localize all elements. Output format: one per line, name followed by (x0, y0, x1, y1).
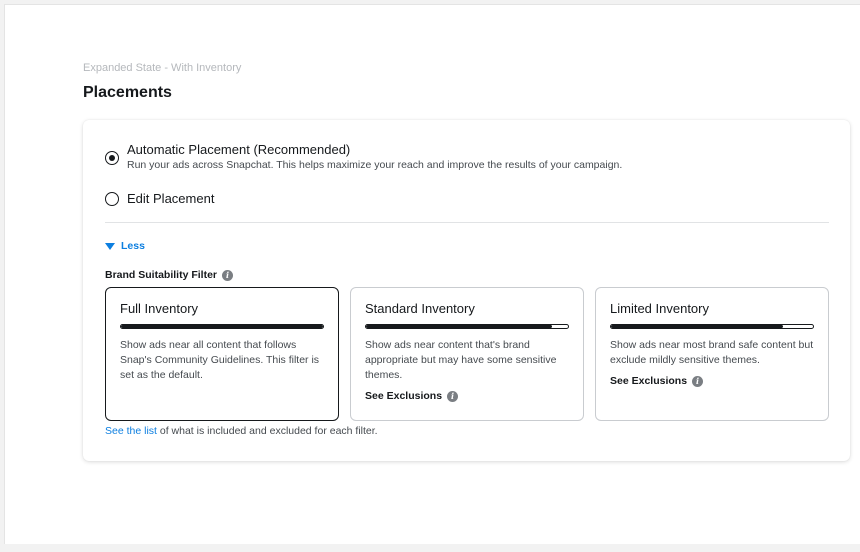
brand-suitability-filter-heading (105, 269, 233, 281)
standard-inventory-description: Show ads near content that's brand appropriate but may have some sensitive themes. (365, 339, 557, 381)
level-bar-fill (366, 325, 552, 328)
brand-suitability-filter-label: Brand Suitability Filter (105, 269, 218, 281)
standard-see-exclusions-link[interactable] (365, 390, 569, 402)
edit-placement-text (127, 191, 214, 206)
standard-inventory-title: Standard Inventory (365, 301, 475, 316)
placements-card (83, 120, 850, 461)
radio-selected-dot (109, 155, 115, 161)
triangle-down-icon (105, 243, 115, 250)
state-caption: Expanded State - With Inventory (83, 62, 242, 74)
full-inventory-option[interactable] (105, 287, 339, 421)
info-icon[interactable]: i (447, 391, 458, 402)
automatic-placement-text (127, 142, 622, 171)
full-inventory-level-bar (120, 324, 324, 329)
see-the-list-link[interactable]: See the list (105, 425, 157, 437)
see-exclusions-label: See Exclusions (610, 375, 688, 387)
limited-see-exclusions-link[interactable] (610, 375, 814, 387)
full-inventory-description: Show ads near all content that follows Snap's Community Guidelines. This filter is set as the default. (120, 339, 320, 381)
limited-inventory-option[interactable] (595, 287, 829, 421)
info-icon[interactable]: i (222, 270, 233, 281)
automatic-placement-radio[interactable] (105, 151, 119, 165)
limited-inventory-title: Limited Inventory (610, 301, 709, 316)
page-frame (4, 4, 860, 544)
info-icon[interactable]: i (692, 376, 703, 387)
less-toggle[interactable] (105, 240, 145, 252)
less-toggle-label: Less (121, 240, 145, 252)
section-title: Placements (83, 84, 172, 101)
standard-inventory-option[interactable] (350, 287, 584, 421)
see-exclusions-label: See Exclusions (365, 390, 443, 402)
level-bar-fill (121, 325, 323, 328)
inventory-options (105, 287, 829, 421)
full-inventory-title: Full Inventory (120, 301, 199, 316)
footnote-text: of what is included and excluded for each filter. (156, 425, 378, 437)
limited-inventory-description: Show ads near most brand safe content but exclude mildly sensitive themes. (610, 339, 814, 366)
divider (105, 222, 829, 223)
edit-placement-option[interactable] (105, 191, 214, 206)
automatic-placement-label: Automatic Placement (Recommended) (127, 142, 351, 157)
limited-inventory-level-bar (610, 324, 814, 329)
level-bar-fill (611, 325, 783, 328)
automatic-placement-description: Run your ads across Snapchat. This helps maximize your reach and improve the results of your campaign. (127, 159, 623, 171)
edit-placement-label: Edit Placement (127, 191, 215, 206)
standard-inventory-level-bar (365, 324, 569, 329)
automatic-placement-option[interactable] (105, 142, 622, 171)
edit-placement-radio[interactable] (105, 192, 119, 206)
filter-footnote (105, 425, 378, 437)
